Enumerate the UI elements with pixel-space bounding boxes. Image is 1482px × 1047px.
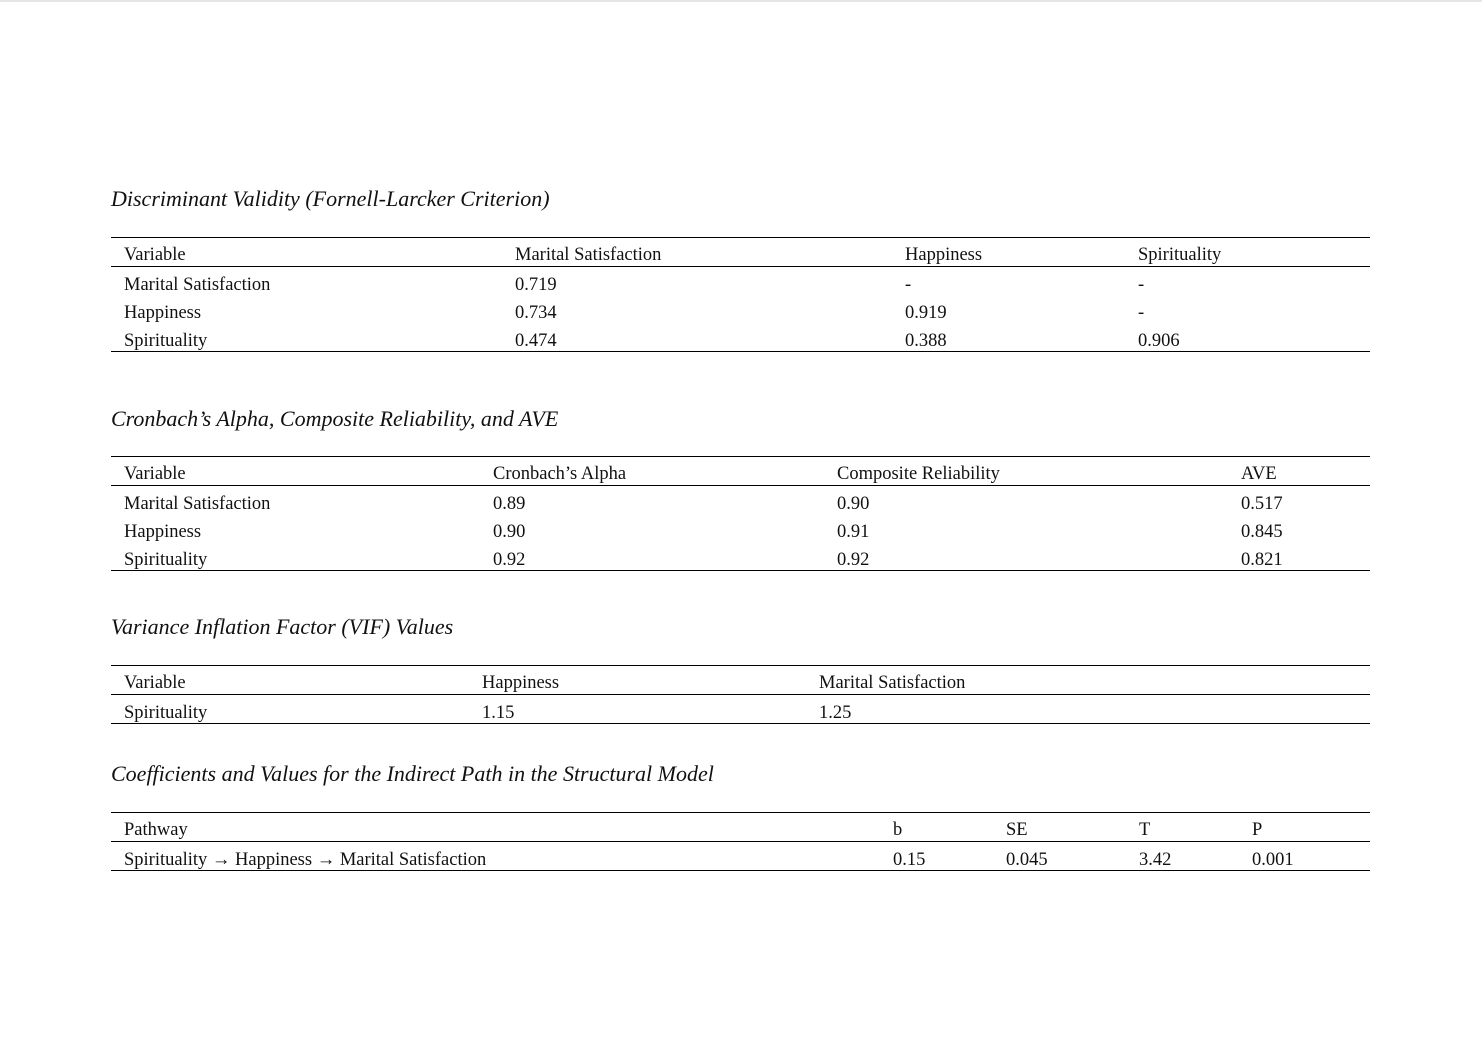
table-cell: 0.719 [515,275,557,295]
table-cell: 0.001 [1252,850,1294,870]
col-header: Marital Satisfaction [819,673,966,693]
table-cell: Happiness [124,522,202,542]
discriminant-caption: Discriminant Validity (Fornell-Larcker Criterion) [111,186,550,211]
table-cell: 0.517 [1241,494,1283,514]
table-row [111,842,1370,870]
col-header: b [893,820,903,840]
table-cell: Spirituality [124,550,208,570]
col-header: Composite Reliability [837,464,1000,484]
table-header-row [111,238,1370,267]
table-cell: 0.845 [1241,522,1283,542]
vif-table [111,665,1370,724]
col-header: Pathway [124,820,188,840]
table-cell: 1.25 [819,703,852,723]
reliability-caption: Cronbach’s Alpha, Composite Reliability, and AVE [111,406,559,431]
discriminant-table [111,237,1370,352]
table-row [111,295,1370,323]
col-header: SE [1006,820,1028,840]
table-cell: Spirituality [124,331,208,351]
vif-caption: Variance Inflation Factor (VIF) Values [111,614,454,639]
table-cell: 0.92 [493,550,526,570]
table-cell: - [1138,303,1145,323]
col-header: Marital Satisfaction [515,245,662,265]
table-row [111,486,1370,514]
table-cell: 0.90 [493,522,526,542]
table-cell: - [1138,275,1145,295]
col-header: Variable [124,673,186,693]
table-cell: 0.90 [837,494,870,514]
indirect-caption: Coefficients and Values for the Indirect Path in the Structural Model [111,761,714,786]
table-cell: 0.734 [515,303,557,323]
col-header: P [1252,820,1263,840]
table-cell: 1.15 [482,703,515,723]
table-cell: 3.42 [1139,850,1172,870]
table-cell: 0.388 [905,331,947,351]
table-cell: 0.474 [515,331,557,351]
col-header: Spirituality [1138,245,1222,265]
table-header-row [111,813,1370,842]
table-row [111,695,1370,723]
table-cell: 0.045 [1006,850,1048,870]
reliability-table [111,456,1370,571]
table-cell: Spirituality → Happiness → Marital Satisfaction [124,850,487,870]
table-cell: Marital Satisfaction [124,275,271,295]
table-header-row [111,457,1370,486]
table-cell: 0.919 [905,303,947,323]
table-cell: Happiness [124,303,202,323]
col-header: Happiness [905,245,983,265]
table-cell: 0.92 [837,550,870,570]
table-cell: Spirituality [124,703,208,723]
col-header: Variable [124,464,186,484]
table-cell: 0.906 [1138,331,1180,351]
table-cell: Marital Satisfaction [124,494,271,514]
col-header: T [1139,820,1151,840]
table-header-row [111,666,1370,695]
table-cell: - [905,275,912,295]
table-row [111,542,1370,570]
table-cell: 0.91 [837,522,870,542]
col-header: Happiness [482,673,560,693]
page-top-edge [0,0,1482,2]
table-row [111,267,1370,295]
col-header: Cronbach’s Alpha [493,464,627,484]
indirect-table [111,812,1370,871]
table-row [111,323,1370,351]
table-row [111,514,1370,542]
table-cell: 0.15 [893,850,926,870]
col-header: AVE [1241,464,1277,484]
col-header: Variable [124,245,186,265]
table-cell: 0.821 [1241,550,1283,570]
table-cell: 0.89 [493,494,526,514]
